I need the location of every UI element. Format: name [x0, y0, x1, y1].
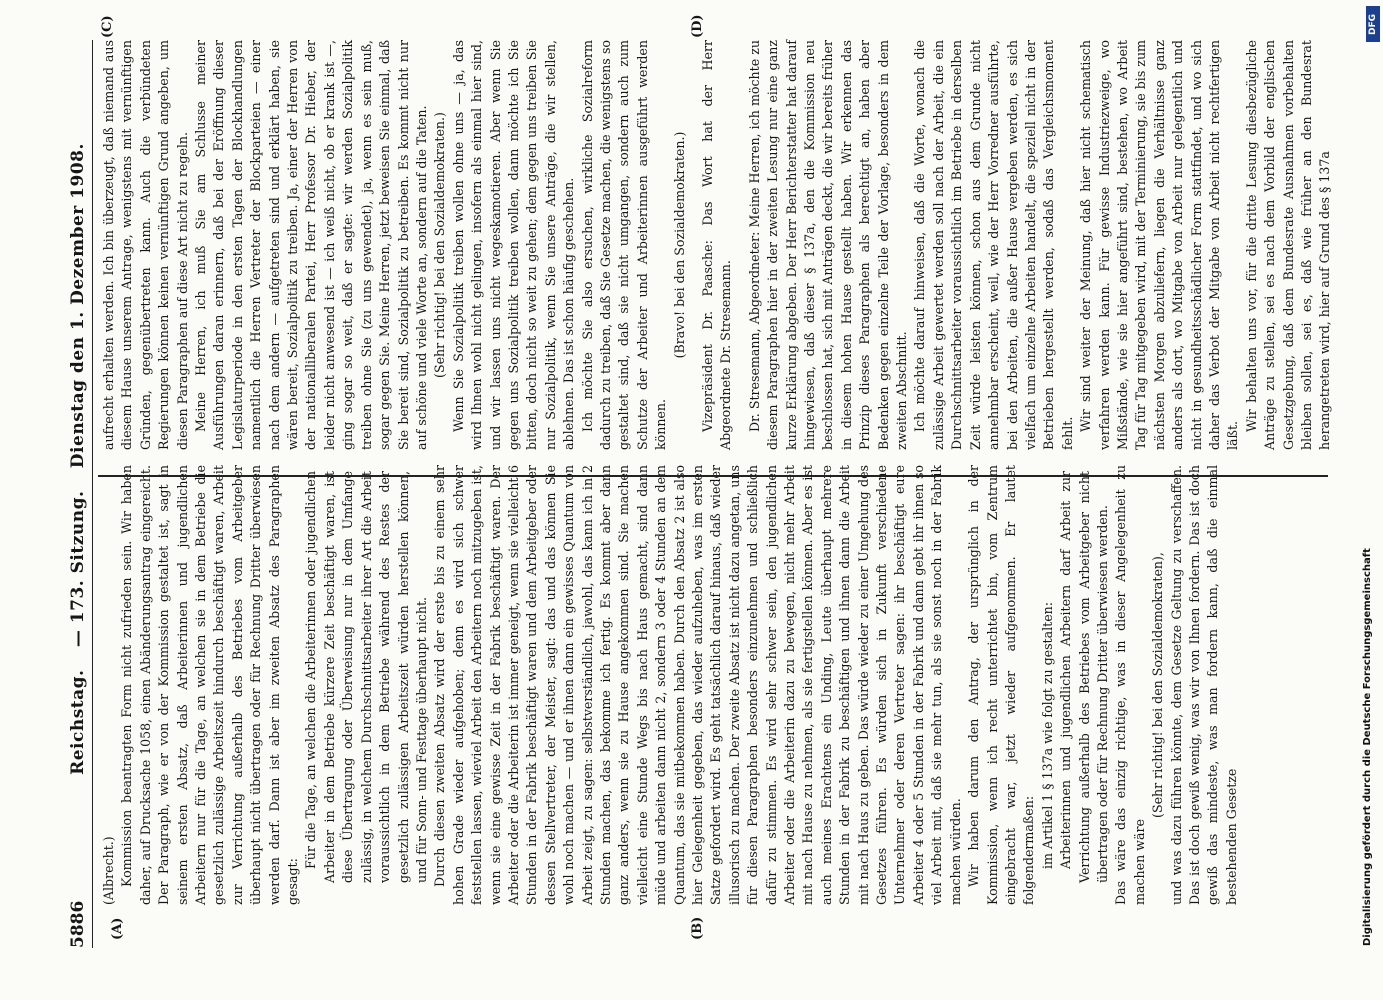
amendment-intro: im Artikel 1 § 137a wie folgt zu gestalten:: [1039, 601, 1055, 869]
interjection: (Bravo! bei den Sozialdemokraten.): [671, 131, 687, 359]
paragraph: Dr. Stresemann, Abgeordneter: Meine Herren, ich möchte zu diesem Paragraphen hier in der zweiten Lesung nur eine ganz kurze Erklärung abgeben. Der Herr Berichterstatter hat darauf hingewiesen, daß dieser § 137a, den die Kommission neu beschlossen hat, sich mit Anträgen deckt, die wir bereits früher in diesem hohen Hause gestellt haben. Wir erkennen das Prinzip dieses Paragraphen als berechtigt an, haben aber Bedenken gegen einzelne Teile der Vorlage, besonders in dem zweiten Abschnitt.: [746, 40, 910, 450]
header-session: — 173. Sitzung.: [68, 490, 88, 648]
paragraph: Meine Herren, ich muß Sie am Schlusse meiner Ausführungen daran erinnern, daß bei der Eröffnung dieser Legislaturperiode in den ersten Tagen der Blockhandlungen namentlich die Herren Vertreter der Blockparteien — einer nach dem andern — aufgetreten sind und erklärt haben, sie wären bereit, Sozialpolitik zu treiben. Ja, einer der Herren von der nationalliberalen Partei, Herr Professor Dr. Hieber, der leider nicht anwesend ist — ich weiß nicht, ob er krank ist —, ging sogar so weit, daß er sagte: wir werden Sozialpolitik treiben ohne Sie (zu uns gewendet), ja, wenn es sein muß, sogar gegen Sie. Meine Herren, jetzt beweisen Sie einmal, daß Sie bereit sind, Sozialpolitik zu betreiben. Es kommt nicht nur auf schöne und viele Worte an, sondern auf die Taten.: [193, 40, 429, 450]
paragraph: Das wäre das einzig richtige, was in dieser Angelegenheit zu machen wäre: [1113, 465, 1147, 905]
paragraph: und was dazu führen könnte, dem Gesetze Geltung zu verschaffen. Das ist doch gewiß wenig, was wir von Ihnen fordern. Das ist doch gewiß das mindeste, was man fordern kann, daß die einmal bestehenden Gesetze: [1168, 465, 1239, 905]
amendment-text: Arbeiterinnen und jugendlichen Arbeitern darf Arbeit zur Verrichtung außerhalb des Betriebes vom Arbeitgeber nicht übertragen oder für Rechnung Dritter überwiesen werden.: [1058, 471, 1110, 883]
margin-marker-b: (B): [690, 916, 705, 940]
paragraph: aufrecht erhalten werden. Ich bin überzeugt, daß niemand aus diesem Hause unserem Antrage, wenigstens mit vernünftigen Gründen, gegenübertreten kann. Auch die verbündeten Regierungen können keinen vernünftigen Grund angeben, um diesen Paragraphen auf diese Art nicht zu regeln.: [101, 40, 190, 450]
interjection: (Sehr richtig! bei den Sozialdemokraten.): [432, 112, 448, 378]
header-rule: [92, 40, 93, 948]
left-column: [100, 465, 1241, 905]
dfg-logo: DFG: [1366, 6, 1380, 42]
page-number: 5886: [68, 900, 88, 948]
page-header: [62, 40, 88, 948]
paragraph: Wenn Sie Sozialpolitik treiben wollen ohne uns — ja, das wird Ihnen wohl nicht gelingen, insofern als einmal hier sind, und wir lassen uns nicht wegeskamotieren. Aber wenn Sie gegen uns Sozialpolitik treiben wollen, dann möchte ich Sie bitten, doch nicht so weit zu gehen; dem gegen uns treiben Sie nur Sozialpolitik, wenn Sie unsere Anträge, die wir stellen, ablehnen. Das ist schon häufig geschehen.: [450, 40, 577, 450]
margin-marker-a: (A): [110, 917, 125, 940]
paragraph: Durch diesen zweiten Absatz wird der erste bis zu einem sehr hohen Grade wieder aufgehoben; denn es wird sich schwer feststellen lassen, wieviel Arbeit den Arbeitern noch mitzugeben ist, wenn sie eine gewisse Zeit in der Fabrik beschäftigt waren. Der Arbeiter oder die Arbeiterin ist immer geneigt, wenn sie vielleicht 6 Stunden in der Fabrik beschäftigt waren und dem Arbeitgeber oder dessen Stellvertreter, der Meister, sagt: das und das können Sie wohl noch machen — und er ihnen dann ein gewisses Quantum von Arbeit zeigt, zu sagen: selbstverständlich, jawohl, das kann ich in 2 Stunden machen, das bekomme ich fertig. Es kommt aber dann ganz anders, wenn sie zu Hause angekommen sind. Sie machen vielleicht eine Stunde Wegs bis nach Haus gemacht, sind dann müde und arbeiten dann nicht 2, sondern 3 oder 4 Stunden an dem Quantum, das sie mitbekommen haben. Durch den Absatz 2 ist also hier Gelegenheit gegeben, das wieder aufzuheben, was im ersten Satze gefordert wird. Es geht tatsächlich darauf hinaus, daß wieder illusorisch zu machen. Der zweite Absatz ist nicht dazu angetan, uns für diesen Paragraphen besonders einzunehmen und schließlich dafür zu stimmen. Es wird sehr schwer sein, den jugendlichen Arbeiter oder die Arbeiterin dazu zu bewegen, nicht mehr Arbeit mit nach Hause zu nehmen, als sie fertigstellen können. Aber es ist auch meines Erachtens ein Unding, Leute überhaupt mehrere Stunden in der Fabrik zu beschäftigen und ihnen dann die Arbeit mit nach Haus zu geben. Das würde wieder zu einer Umgehung des Gesetzes führen. Es würden sich in Zukunft verschiedene Unternehmer oder deren Vertreter sagen: ihr beschäftigt eure Arbeiter 4 oder 5 Stunden in der Fabrik und dann gebt ihr ihnen so viel Arbeit mit, daß sie mehr tun, als sie sonst noch in der Fabrik machen würden.: [432, 465, 963, 905]
paragraph: Wir behalten uns vor, für die dritte Lesung diesbezügliche Anträge zu stellen, sei es nach dem Vorbild der englischen Gesetzgebung, daß dem Bundesrate Ausnahmen vorbehalten bleiben sollen, sei es, daß wie früher an den Bundesrat herangetreten wird, hier auf Grund des § 137a: [1243, 40, 1333, 450]
presiding-officer-line: Vizepräsident Dr. Paasche: Das Wort hat der Herr Abgeordnete Dr. Stresemann.: [700, 40, 734, 450]
header-date: Dienstag den 1. Dezember 1908.: [68, 143, 88, 469]
digitization-note: Digitalisierung gefördert durch die Deutsche Forschungsgemeinschaft: [1362, 548, 1373, 946]
margin-marker-d: (D): [690, 14, 705, 38]
paragraph: Wir haben darum den Antrag, der ursprünglich in der Kommission, wenn ich recht unterrichtet bin, vom Zentrum eingebracht war, jetzt wieder aufgenommen. Er lautet folgendermaßen:: [966, 465, 1037, 905]
running-title: [68, 40, 88, 878]
interjection: (Sehr richtig! bei den Sozialdemokraten),: [1150, 552, 1166, 818]
paragraph: Ich möchte Sie also ersuchen, wirkliche Sozialreform dadurch zu treiben, daß Sie Gesetze machen, die wenigstens so gestaltet sind, daß sie nicht umgangen, sondern auch zum Schutze der Arbeiter und Arbeiterinnen ausgeführt werden können.: [579, 40, 669, 450]
margin-marker-c: (C): [100, 15, 115, 38]
paragraph: Ich möchte darauf hinweisen, daß die Worte, wonach die zulässige Arbeit gewertet werden soll nach der Arbeit, die ein Durchschnittsarbeiter voraussichtlich im Betriebe in derselben Zeit würde leisten können, schon aus dem Grunde nicht annehmbar erscheint, weil, wie der Herr Vorredner ausführte, bei den Arbeiten, die außer Hause vergeben werden, es sich vielfach um einzelne Arbeiten handelt, die speziell nicht in der Betrieben hergestellt werden, sodaß das Vergleichsmoment fehlt.: [912, 40, 1075, 450]
right-column: [100, 40, 1335, 450]
column-divider: [98, 475, 1328, 477]
paragraph: Wir sind weiter der Meinung, daß hier nicht schematisch verfahren werden kann. Für gewisse Industriezweige, wo Mißstände, wie sie hier angeführt sind, bestehen, wo Arbeit Tag für Tag mitgegeben wird, mit der Terminierung, sie bis zum nächsten Morgen abzuliefern, liegen die Verhältnisse ganz anders als dort, wo Mitgabe von Arbeit nur gelegentlich und nicht in gesundheitsschädlicher Form stattfindet, und wo sich daher das Verbot der Mitgabe von Arbeit nicht rechtfertigen läßt.: [1078, 40, 1241, 450]
speaker-tag: (Albrecht.): [101, 836, 116, 905]
header-left: Reichstag.: [68, 669, 88, 775]
quoted-paragraph: Für die Tage, an welchen die Arbeiterinnen oder jugendlichen Arbeiter in dem Betriebe kürzere Zeit beschäftigt waren, ist diese Übertragung oder Überweisung nur in dem Umfange zulässig, in welchem Durchschnittsarbeiter ihrer Art die Arbeit voraussichtlich in dem Betriebe während des Restes der gesetzlich zulässigen Arbeitszeit würden herstellen können, und für Sonn- und Festtage überhaupt nicht.: [303, 471, 429, 883]
paragraph: Kommission beantragten Form nicht zufrieden sein. Wir haben daher, auf Drucksache 1058, einen Abänderungsantrag eingereicht. Der Paragraph, wie er von der Kommission gestaltet ist, sagt in seinem ersten Absatz, daß Arbeiterinnen und jugendlichen Arbeitern nur für die Tage, an welchen sie in dem Betriebe die gesetzlich zulässige Arbeitszeit hindurch beschäftigt waren, Arbeit zur Verrichtung außerhalb des Betriebes vom Arbeitgeber überhaupt nicht übertragen oder für Rechnung Dritter überwiesen werden darf. Dann ist aber im zweiten Absatz des Paragraphen gesagt:: [119, 465, 301, 905]
